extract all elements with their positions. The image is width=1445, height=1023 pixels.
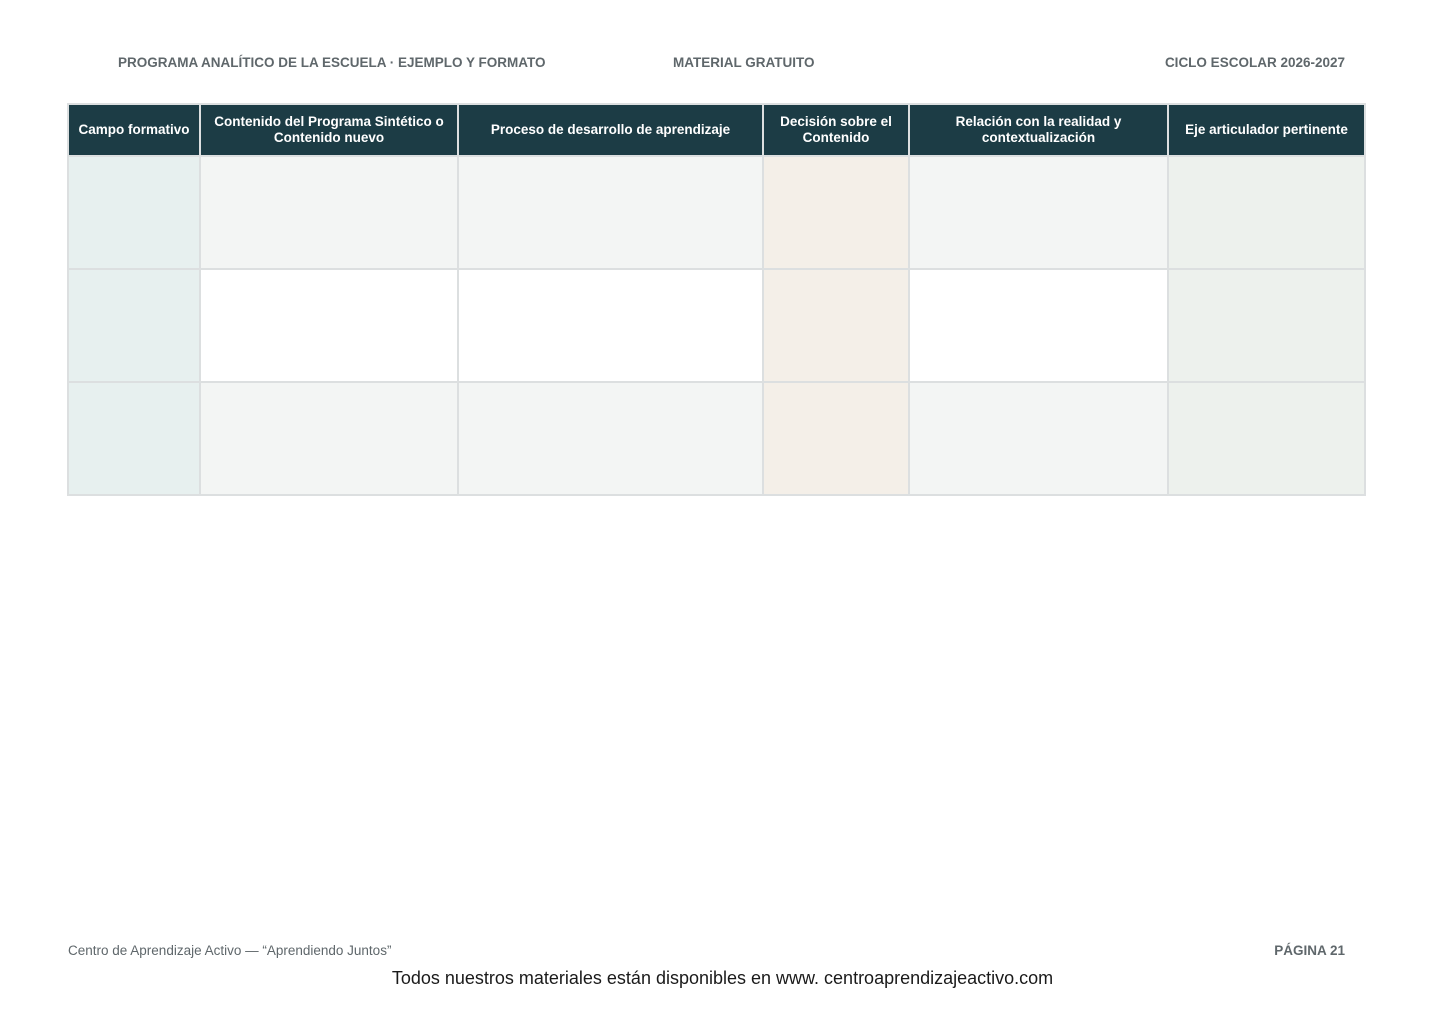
table-cell[interactable] xyxy=(200,269,458,382)
table-cell[interactable] xyxy=(68,382,200,495)
page-number: PÁGINA 21 xyxy=(1274,943,1345,958)
table-cell[interactable] xyxy=(909,156,1168,269)
table-cell[interactable] xyxy=(68,269,200,382)
table-cell[interactable] xyxy=(909,269,1168,382)
table-row xyxy=(68,156,1365,269)
column-header-proceso: Proceso de desarrollo de aprendizaje xyxy=(458,104,763,156)
table-cell[interactable] xyxy=(763,269,909,382)
table-row xyxy=(68,382,1365,495)
table-cell[interactable] xyxy=(1168,156,1365,269)
document-title: PROGRAMA ANALÍTICO DE LA ESCUELA · EJEMPLO Y FORMATO xyxy=(118,55,546,70)
column-header-campo-formativo: Campo formativo xyxy=(68,104,200,156)
table-cell[interactable] xyxy=(763,382,909,495)
column-header-decision: Decisión sobre el Contenido xyxy=(763,104,909,156)
page-header xyxy=(0,55,1445,73)
table-cell[interactable] xyxy=(200,382,458,495)
column-header-eje: Eje articulador pertinente xyxy=(1168,104,1365,156)
table-cell[interactable] xyxy=(200,156,458,269)
table-row xyxy=(68,269,1365,382)
table-cell[interactable] xyxy=(458,382,763,495)
table-cell[interactable] xyxy=(458,269,763,382)
footer-website-note: Todos nuestros materiales están disponibles en www. centroaprendizajeactivo.com xyxy=(391,968,1054,988)
school-year-label: CICLO ESCOLAR 2026-2027 xyxy=(1164,55,1345,70)
table-header-row xyxy=(68,104,1365,156)
table-cell[interactable] xyxy=(909,382,1168,495)
table-cell[interactable] xyxy=(458,156,763,269)
column-header-relacion: Relación con la realidad y contextualización xyxy=(909,104,1168,156)
table-cell[interactable] xyxy=(1168,382,1365,495)
table-cell[interactable] xyxy=(1168,269,1365,382)
table-cell[interactable] xyxy=(763,156,909,269)
analytic-program-table xyxy=(67,103,1366,496)
column-header-contenido: Contenido del Programa Sintético o Contenido nuevo xyxy=(200,104,458,156)
free-material-label: MATERIAL GRATUITO xyxy=(673,55,815,70)
footer-organization: Centro de Aprendizaje Activo — “Aprendiendo Juntos” xyxy=(68,943,392,958)
table-cell[interactable] xyxy=(68,156,200,269)
